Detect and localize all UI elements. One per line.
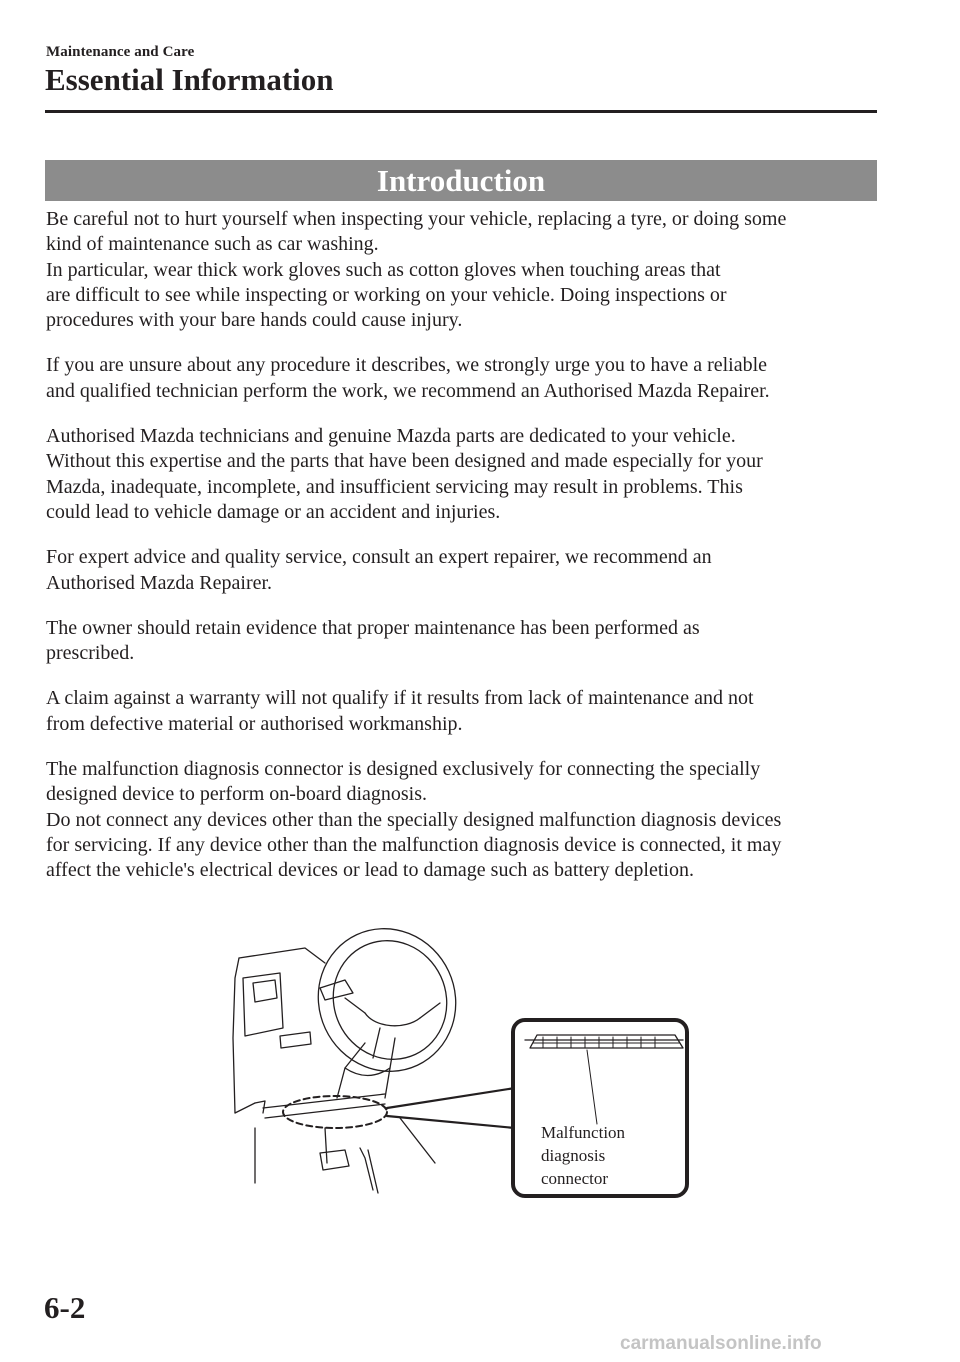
text-line: affect the vehicle's electrical devices or lead to damage such as battery depletion.: [46, 859, 694, 882]
page-number: 6-2: [44, 1290, 86, 1325]
text-line: designed device to perform on-board diagnosis.: [46, 783, 428, 806]
watermark: carmanualsonline.info: [620, 1333, 822, 1354]
text-line: Be careful not to hurt yourself when inspecting your vehicle, replacing a tyre, or doing some: [46, 208, 787, 230]
text-line: The malfunction diagnosis connector is designed exclusively for connecting the specially: [46, 758, 761, 781]
text-line: Do not connect any devices other than the specially designed malfunction diagnosis devices: [46, 808, 782, 831]
text-line: Mazda, inadequate, incomplete, and insufficient servicing may result in problems. This: [46, 475, 743, 498]
title-rule: [45, 110, 877, 113]
text-line: Authorised Mazda Repairer.: [46, 571, 273, 594]
text-line: are difficult to see while inspecting or working on your vehicle. Doing inspections or: [46, 283, 727, 306]
connector-label: [541, 1121, 625, 1190]
text-line: In particular, wear thick work gloves such as cotton gloves when touching areas that: [46, 258, 721, 281]
text-line: procedures with your bare hands could cause injury.: [46, 309, 463, 332]
intro-heading: Introduction: [376, 162, 546, 198]
text-line: could lead to vehicle damage or an accident and injuries.: [46, 500, 501, 523]
body-text: [46, 207, 886, 904]
text-line: Authorised Mazda technicians and genuine Mazda parts are dedicated to your vehicle.: [46, 425, 736, 448]
paragraph: [46, 353, 886, 404]
section-label: Maintenance and Care: [46, 44, 195, 60]
text-line: for servicing. If any device other than the malfunction diagnosis device is connected, it may: [46, 833, 782, 856]
text-line: from defective material or authorised workmanship.: [46, 712, 463, 735]
page-title: Essential Information: [45, 62, 334, 97]
text-line: Without this expertise and the parts that have been designed and made especially for your: [46, 450, 763, 473]
intro-banner: [45, 160, 877, 201]
paragraph: [46, 545, 886, 596]
text-line: If you are unsure about any procedure it describes, we strongly urge you to have a reliable: [46, 354, 768, 377]
connector-label-line: connector: [541, 1169, 609, 1188]
text-line: For expert advice and quality service, consult an expert repairer, we recommend an: [46, 546, 712, 569]
paragraph: [46, 424, 886, 525]
connector-location-figure: [225, 918, 695, 1203]
connector-label-line: Malfunction: [541, 1123, 626, 1142]
text-line: and qualified technician perform the work, we recommend an Authorised Mazda Repairer.: [46, 379, 770, 402]
text-line: The owner should retain evidence that proper maintenance has been performed as: [46, 616, 700, 639]
connector-label-line: diagnosis: [541, 1146, 606, 1165]
paragraph: [46, 757, 886, 883]
paragraph: [46, 686, 886, 737]
paragraph: [46, 207, 886, 333]
text-line: prescribed.: [46, 642, 135, 665]
text-line: kind of maintenance such as car washing.: [46, 233, 379, 256]
text-line: A claim against a warranty will not qualify if it results from lack of maintenance and not: [46, 687, 754, 710]
paragraph: [46, 616, 886, 667]
